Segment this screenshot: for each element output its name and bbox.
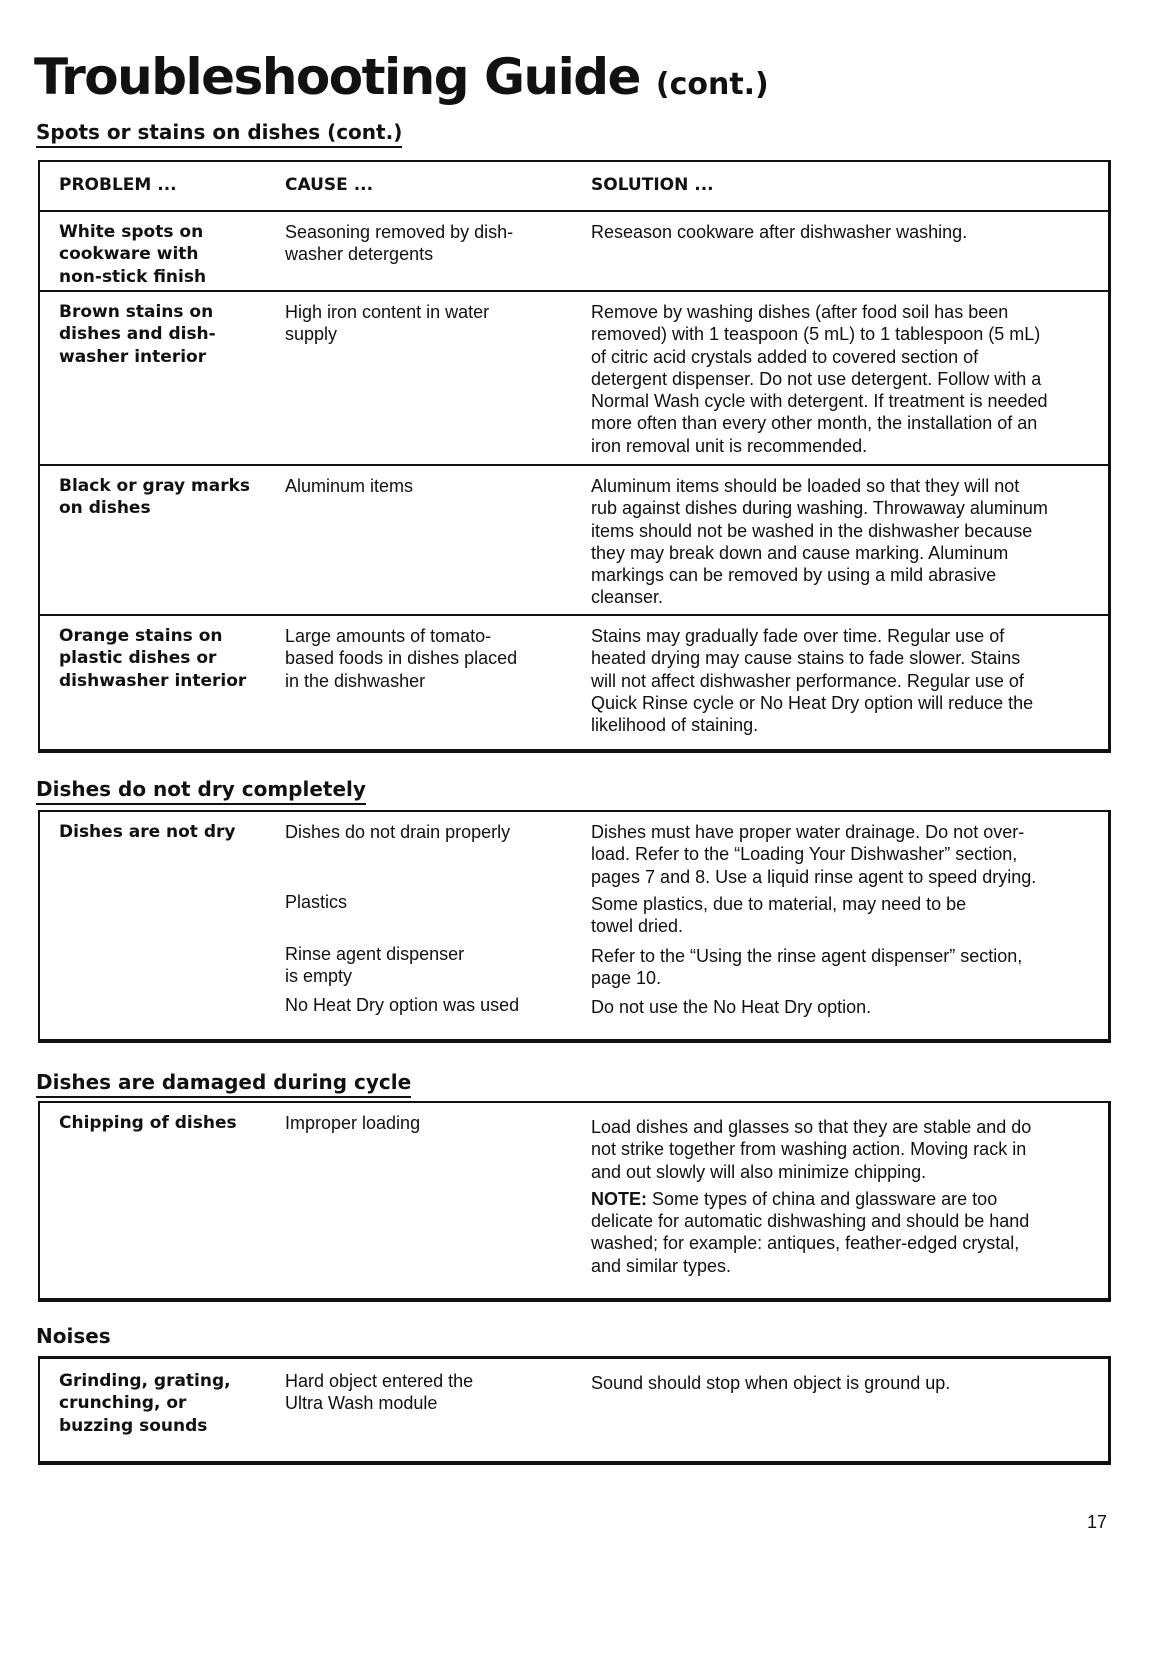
problem-line: Dishes are not dry [59,822,236,842]
cause-cell [285,821,565,843]
problem-line: dishwasher interior [59,670,247,691]
problem-line: buzzing sounds [59,1415,208,1436]
problem-line: Black or gray marks [59,476,251,496]
table-not-dry [38,810,1111,1043]
table-row-noises [40,1359,1108,1461]
cause-line: Rinse agent dispenser [285,944,465,964]
solution-line: more often than every other month, the installation of an [591,413,1038,434]
cause-cell [285,1112,565,1134]
solution-line: they may break down and cause marking. Aluminum [591,542,1009,563]
heading-rule [36,1096,411,1098]
solution-line: Some plastics, due to material, may need to be [591,894,967,914]
cause-line: Dishes do not drain properly [285,822,511,842]
cause-line: based foods in dishes placed [285,648,518,669]
solution-line: Load dishes and glasses so that they are stable and do [591,1117,1032,1137]
cause-line: Ultra Wash module [285,1393,438,1414]
header-solution: SOLUTION ... [591,175,714,195]
problem-cell [59,1112,274,1134]
solution-line: detergent dispenser. Do not use detergent. Follow with a [591,368,1042,389]
solution-line: Do not use the No Heat Dry option. [591,997,872,1017]
note-line [591,1188,1106,1210]
solution-line: removed) with 1 teaspoon (5 mL) to 1 tablespoon (5 mL) [591,324,1041,345]
solution-line: Reseason cookware after dishwasher washing. [591,222,968,242]
solution-cell [591,996,1106,1018]
solution-line: rub against dishes during washing. Throwaway aluminum [591,498,1048,519]
header-problem: PROBLEM ... [59,175,177,195]
table-row-chipping [40,1103,1108,1298]
cause-cell [285,943,565,988]
cause-cell [285,1370,565,1415]
solution-line: load. Refer to the “Loading Your Dishwasher” section, [591,844,1018,865]
problem-line: Chipping of dishes [59,1113,237,1133]
page-title [34,48,769,106]
cause-line: Hard object entered the [285,1371,474,1391]
problem-line: plastic dishes or [59,648,217,669]
table-row-dishes-not-dry [40,812,1108,1039]
solution-line: Remove by washing dishes (after food soil has been [591,302,1009,322]
solution-line: will not affect dishwasher performance. Regular use of [591,670,1024,691]
problem-cell [59,1370,274,1437]
problem-line: Brown stains on [59,302,214,322]
section-heading-text: Spots or stains on dishes (cont.) [36,120,403,144]
problem-cell [59,625,274,692]
problem-line: dishes and dish- [59,324,216,345]
heading-rule [36,146,402,148]
cause-cell [285,994,565,1016]
problem-line: washer interior [59,346,207,367]
section-heading-not-dry [36,779,366,799]
cause-line: supply [285,324,338,345]
solution-cell [591,1372,1106,1394]
cause-line: No Heat Dry option was used [285,995,520,1015]
problem-cell [59,821,274,843]
solution-line: Sound should stop when object is ground up. [591,1373,951,1393]
cause-line: Seasoning removed by dish- [285,222,514,242]
cause-line: Plastics [285,892,348,912]
solution-cell [591,221,1106,243]
note-line: washed; for example: antiques, feather-edged crystal, [591,1233,1020,1254]
solution-line: Stains may gradually fade over time. Regular use of [591,626,1005,646]
table-row-white-spots [40,212,1108,290]
solution-line: Normal Wash cycle with detergent. If treatment is needed [591,391,1048,412]
solution-line: towel dried. [591,916,684,937]
problem-line: crunching, or [59,1393,187,1414]
solution-line: iron removal unit is recommended. [591,435,868,456]
solution-cell [591,625,1106,736]
problem-cell [59,475,274,520]
solution-cell [591,893,1106,938]
solution-line: not strike together from washing action. Moving rack in [591,1139,1027,1160]
table-spots-stains [38,160,1111,753]
solution-line: Dishes must have proper water drainage. Do not over- [591,822,1025,842]
solution-cell [591,475,1106,609]
solution-line: likelihood of staining. [591,715,759,736]
section-heading-text: Noises [36,1324,111,1348]
page-title-suffix: (cont.) [655,67,769,102]
problem-cell [59,221,274,288]
problem-line: cookware with [59,244,199,265]
solution-cell [591,821,1106,888]
note-label: NOTE: [591,1188,647,1209]
solution-line: heated drying may cause stains to fade slower. Stains [591,648,1021,669]
page-number: 17 [1087,1512,1108,1532]
page-title-text: Troubleshooting Guide [34,48,640,106]
solution-cell [591,1116,1106,1277]
heading-rule [36,803,366,805]
cause-line: in the dishwasher [285,670,426,691]
table-row-brown-stains [40,290,1108,464]
cause-cell [285,475,565,497]
solution-line: Quick Rinse cycle or No Heat Dry option will reduce the [591,692,1034,713]
table-row-black-gray-marks [40,464,1108,614]
problem-cell [59,301,274,368]
section-heading-text: Dishes are damaged during cycle [36,1070,412,1094]
table-header-row [40,162,1108,212]
cause-cell [285,301,565,346]
note-line: delicate for automatic dishwashing and should be hand [591,1211,1030,1232]
solution-line: Aluminum items should be loaded so that they will not [591,476,1020,496]
solution-cell [591,945,1106,990]
cause-line: is empty [285,966,353,987]
cause-cell [285,221,565,266]
cause-line: washer detergents [285,244,434,265]
solution-line: pages 7 and 8. Use a liquid rinse agent to speed drying. [591,866,1037,887]
note-line: and similar types. [591,1255,732,1276]
problem-line: Orange stains on [59,626,223,646]
solution-line: and out slowly will also minimize chipping. [591,1161,927,1182]
problem-line: White spots on [59,222,204,242]
section-heading-spots-stains [36,122,402,142]
cause-line: High iron content in water [285,302,490,322]
table-row-orange-stains [40,614,1108,749]
header-cause: CAUSE ... [285,175,374,195]
problem-line: Grinding, grating, [59,1371,231,1391]
solution-line: items should not be washed in the dishwasher because [591,520,1033,541]
solution-line: cleanser. [591,587,664,608]
cause-cell [285,891,565,913]
cause-line: Aluminum items [285,476,414,496]
solution-line: Refer to the “Using the rinse agent dispenser” section, [591,946,1023,966]
cause-cell [285,625,565,692]
section-heading-noises [36,1326,111,1346]
table-noises [38,1356,1111,1465]
section-heading-text: Dishes do not dry completely [36,777,366,801]
section-heading-damaged [36,1072,411,1092]
solution-cell [591,301,1106,457]
cause-line: Large amounts of tomato- [285,626,492,646]
cause-line: Improper loading [285,1113,421,1133]
table-damaged [38,1101,1111,1302]
solution-line: of citric acid crystals added to covered section of [591,346,979,367]
solution-line: page 10. [591,968,662,989]
solution-line: markings can be removed by using a mild abrasive [591,565,997,586]
note-text: Some types of china and glassware are too [647,1188,998,1209]
problem-line: on dishes [59,498,151,519]
problem-line: non-stick finish [59,266,207,287]
